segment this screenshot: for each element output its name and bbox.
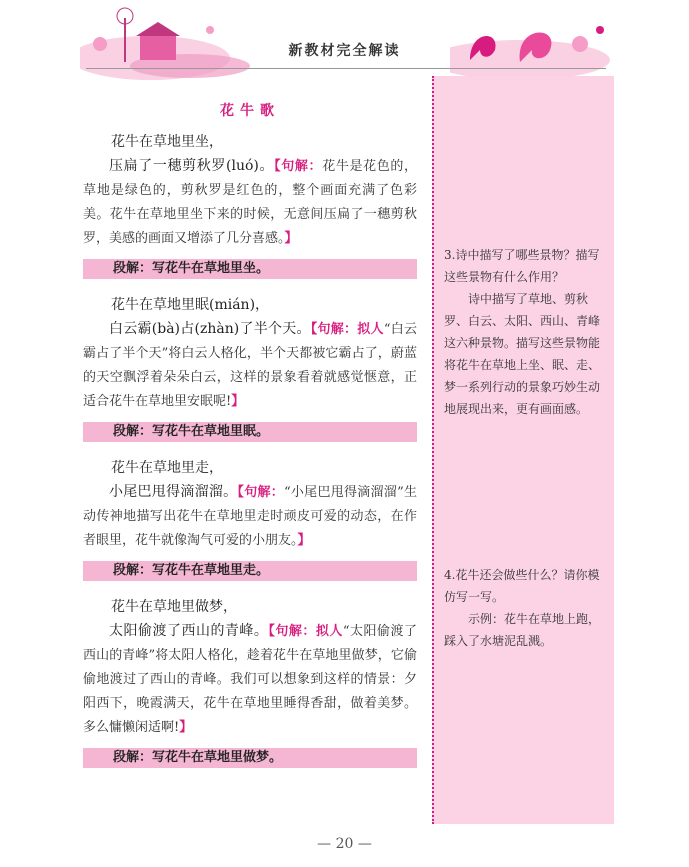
answer-text: 诗中描写了草地、剪秋罗、白云、太阳、西山、青峰这六种景物。描写这些景物能将花牛在草地上坐、眠、走、梦一系列行动的景象巧妙生动地展现出来，更有画面感。 bbox=[444, 292, 601, 416]
poem-line: 白云霸(bà)占(zhàn)了半个天。 bbox=[109, 321, 311, 337]
note-end: 】 bbox=[179, 720, 193, 735]
note-label: 【句解：拟人 bbox=[310, 322, 384, 337]
question-text: 3.诗中描写了哪些景物？描写这些景物有什么作用？ bbox=[444, 248, 600, 284]
poem-line-with-note bbox=[83, 619, 417, 740]
stanza-summary bbox=[83, 259, 417, 279]
note-text: “白云霸占了半个天”将白云人格化，半个天都被它霸占了，蔚蓝的天空飘浮着朵朵白云，这样的景象看着就感觉惬意，正适合花牛在草地里安眠呢! bbox=[83, 322, 417, 409]
stanza-summary bbox=[83, 422, 417, 442]
note-end: 】 bbox=[297, 533, 311, 548]
question-3 bbox=[444, 244, 610, 420]
poem-line-with-note bbox=[83, 154, 417, 251]
book-title: 新教材完全解读 bbox=[288, 43, 401, 59]
summary-text: 写花牛在草地里眠。 bbox=[152, 424, 270, 439]
question-4 bbox=[444, 564, 610, 652]
answer-text: 示例：花牛在草地上跑，踩入了水塘泥乱溅。 bbox=[444, 612, 601, 648]
summary-label: 段解： bbox=[113, 563, 153, 578]
note-text: 花牛是花色的，草地是绿色的，剪秋罗是红色的，整个画面充满了色彩美。花牛在草地里坐下来的时候，无意间压扁了一穗剪秋罗，美感的画面又增添了几分喜感。 bbox=[83, 159, 417, 246]
poem-line: 太阳偷渡了西山的青峰。 bbox=[109, 623, 269, 639]
poem-line-with-note bbox=[83, 317, 417, 414]
poem-line: 压扁了一穗剪秋罗(luó)。 bbox=[109, 158, 275, 174]
stanza-2 bbox=[83, 293, 417, 442]
stanza-summary bbox=[83, 748, 417, 768]
poem-title: 花牛歌 bbox=[220, 103, 280, 119]
stanza-summary bbox=[83, 561, 417, 581]
poem-line: 花牛在草地里做梦， bbox=[111, 599, 237, 615]
note-text: “太阳偷渡了西山的青峰”将太阳人格化，趁着花牛在草地里做梦，它偷偷地渡过了西山的青峰。我们可以想象到这样的情景：夕阳西下，晚霞满天，花牛在草地里睡得香甜，做着美梦。多么慵懒闲适啊! bbox=[83, 624, 417, 735]
poem-line: 花牛在草地里眠(mián)， bbox=[111, 297, 270, 313]
poem-line: 小尾巴甩得滴溜溜。 bbox=[109, 484, 238, 500]
summary-text: 写花牛在草地里走。 bbox=[152, 563, 270, 578]
page-header bbox=[0, 0, 689, 80]
summary-text: 写花牛在草地里做梦。 bbox=[152, 750, 283, 765]
summary-label: 段解： bbox=[113, 424, 153, 439]
poem-line: 花牛在草地里走， bbox=[111, 460, 223, 476]
note-end: 】 bbox=[231, 394, 245, 409]
summary-label: 段解： bbox=[113, 750, 153, 765]
stanza-4 bbox=[83, 595, 417, 768]
summary-text: 写花牛在草地里坐。 bbox=[152, 261, 270, 276]
stanza-3 bbox=[83, 456, 417, 581]
stanza-1 bbox=[83, 130, 417, 279]
note-label: 【句解：拟人 bbox=[268, 624, 343, 639]
note-label: 【句解： bbox=[274, 159, 323, 174]
summary-label: 段解： bbox=[113, 261, 153, 276]
poem-content bbox=[83, 100, 417, 782]
page-number: — 20 — bbox=[317, 836, 372, 852]
note-text: “小尾巴甩得滴溜溜”生动传神地描写出花牛在草地里走时顽皮可爱的动态，在作者眼里，花牛就像淘气可爱的小朋友。 bbox=[83, 485, 417, 548]
poem-line: 花牛在草地里坐， bbox=[111, 134, 223, 150]
side-notes-panel bbox=[432, 76, 614, 824]
poem-line-with-note bbox=[83, 480, 417, 553]
note-label: 【句解： bbox=[237, 485, 284, 500]
question-text: 4.花牛还会做些什么？请你模仿写一写。 bbox=[444, 568, 600, 604]
header-divider bbox=[86, 68, 606, 69]
note-end: 】 bbox=[284, 231, 298, 246]
